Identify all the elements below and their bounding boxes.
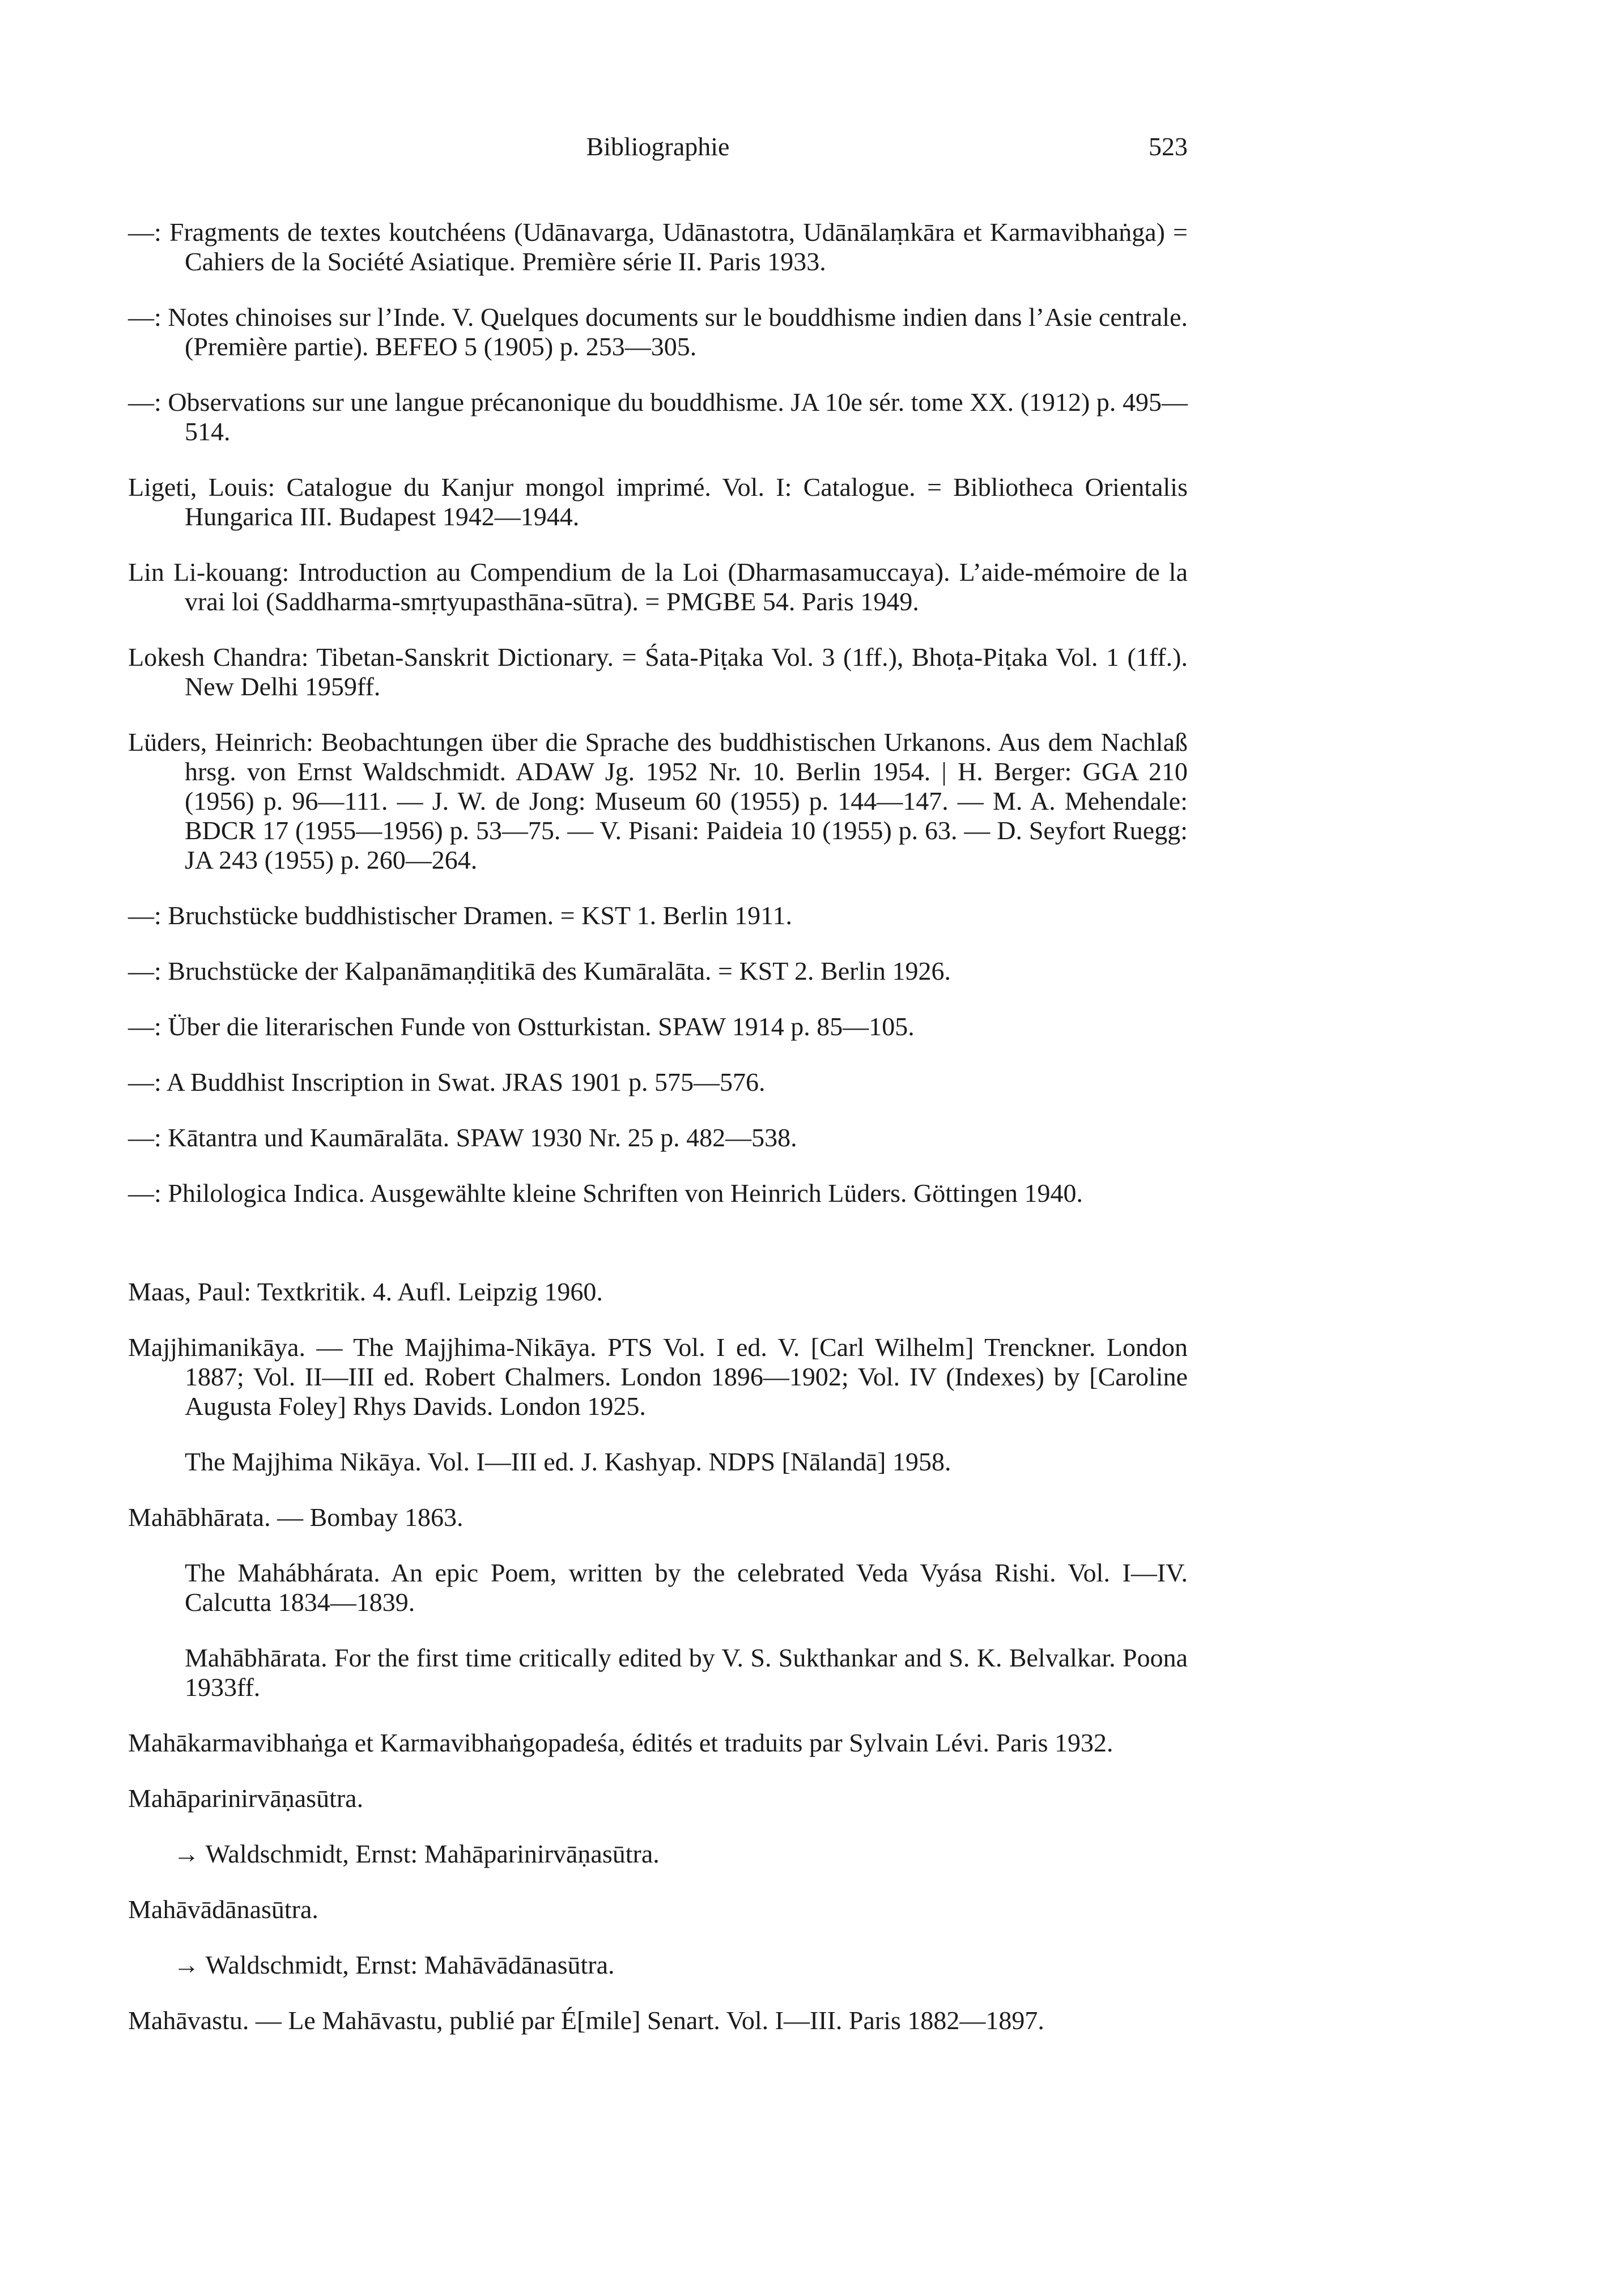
section-gap xyxy=(128,1222,1188,1251)
bibliography-entry: Maas, Paul: Textkritik. 4. Aufl. Leipzig 1960. xyxy=(128,1277,603,1306)
bibliography-entry: Mahābhārata. — Bombay 1863. xyxy=(128,1503,464,1532)
bibliography-entry: —: Über die literarischen Funde von Ostturkistan. SPAW 1914 p. 85—105. xyxy=(128,1012,915,1041)
page-number: 523 xyxy=(1149,132,1188,161)
bibliography-subentry: The Mahábhárata. An epic Poem, written by the celebrated Veda Vyása Rishi. Vol. I—IV. Calcutta 1834—1839. xyxy=(185,1558,1188,1617)
bibliography-list xyxy=(128,192,1188,2049)
bibliography-entry: —: Observations sur une langue précanonique du bouddhisme. JA 10e sér. tome XX. (1912) p. 495—514. xyxy=(128,388,1188,446)
bibliography-entry: Ligeti, Louis: Catalogue du Kanjur mongol imprimé. Vol. I: Catalogue. = Bibliotheca Orientalis Hungarica III. Budapest 1942—1944. xyxy=(128,473,1188,531)
bibliography-entry: Mahāparinirvāṇasūtra. xyxy=(128,1784,364,1813)
cross-reference: → Waldschmidt, Ernst: Mahāparinirvāṇasūtra. xyxy=(173,1839,660,1868)
bibliography-entry: Mahākarmavibhaṅga et Karmavibhaṅgopadeśa, édités et traduits par Sylvain Lévi. Paris 1932. xyxy=(128,1728,1113,1757)
bibliography-subentry: Mahābhārata. For the first time critically edited by V. S. Sukthankar and S. K. Belvalkar. Poona 1933ff. xyxy=(185,1643,1188,1702)
bibliography-subentry: The Majjhima Nikāya. Vol. I—III ed. J. Kashyap. NDPS [Nālandā] 1958. xyxy=(185,1447,951,1476)
bibliography-entry: Mahāvastu. — Le Mahāvastu, publié par É[mile] Senart. Vol. I—III. Paris 1882—1897. xyxy=(128,2006,1044,2035)
bibliography-entry: Lin Li-kouang: Introduction au Compendium de la Loi (Dharmasamuccaya). L’aide-mémoire de la vrai loi (Saddharma-smṛtyupasthāna-sūtra). = PMGBE 54. Paris 1949. xyxy=(128,558,1188,616)
bibliography-entry: Majjhimanikāya. — The Majjhima-Nikāya. PTS Vol. I ed. V. [Carl Wilhelm] Trenckner. London 1887; Vol. II—III ed. Robert Chalmers. London 1896—1902; Vol. IV (Indexes) by [Caroline Augusta Foley] Rhys Davids. London 1925. xyxy=(128,1333,1188,1421)
bibliography-entry: Mahāvādānasūtra. xyxy=(128,1895,318,1924)
cross-reference: → Waldschmidt, Ernst: Mahāvādānasūtra. xyxy=(173,1950,615,1979)
running-header xyxy=(128,131,1188,171)
bibliography-entry: —: Kātantra und Kaumāralāta. SPAW 1930 Nr. 25 p. 482—538. xyxy=(128,1123,797,1152)
bibliography-entry: Lokesh Chandra: Tibetan-Sanskrit Dictionary. = Śata-Piṭaka Vol. 3 (1ff.), Bhoṭa-Piṭaka Vol. 1 (1ff.). New Delhi 1959ff. xyxy=(128,643,1188,701)
bibliography-entry: —: Bruchstücke der Kalpanāmaṇḍitikā des Kumāralāta. = KST 2. Berlin 1926. xyxy=(128,956,951,985)
bibliography-entry: —: Bruchstücke buddhistischer Dramen. = KST 1. Berlin 1911. xyxy=(128,901,792,930)
running-title: Bibliographie xyxy=(586,132,730,161)
bibliography-entry: —: Fragments de textes koutchéens (Udānavarga, Udānastotra, Udānālaṃkāra et Karmavibhaṅga) = Cahiers de la Société Asiatique. Première série II. Paris 1933. xyxy=(128,218,1188,276)
bibliography-entry: —: Notes chinoises sur l’Inde. V. Quelques documents sur le bouddhisme indien dans l’Asie centrale. (Première partie). BEFEO 5 (1905) p. 253—305. xyxy=(128,303,1188,361)
bibliography-entry: —: A Buddhist Inscription in Swat. JRAS 1901 p. 575—576. xyxy=(128,1068,766,1096)
bibliography-entry: Lüders, Heinrich: Beobachtungen über die Sprache des buddhistischen Urkanons. Aus dem Nachlaß hrsg. von Ernst Waldschmidt. ADAW Jg. 1952 Nr. 10. Berlin 1954. | H. Berger: GGA 210 (1956) p. 96—111. — J. W. de Jong: Museum 60 (1955) p. 144—147. — M. A. Mehendale: BDCR 17 (1955—1956) p. 53—75. — V. Pisani: Paideia 10 (1955) p. 63. — D. Seyfort Ruegg: JA 243 (1955) p. 260—264. xyxy=(128,728,1188,874)
bibliography-entry: —: Philologica Indica. Ausgewählte kleine Schriften von Heinrich Lüders. Göttingen 1940. xyxy=(128,1179,1083,1207)
